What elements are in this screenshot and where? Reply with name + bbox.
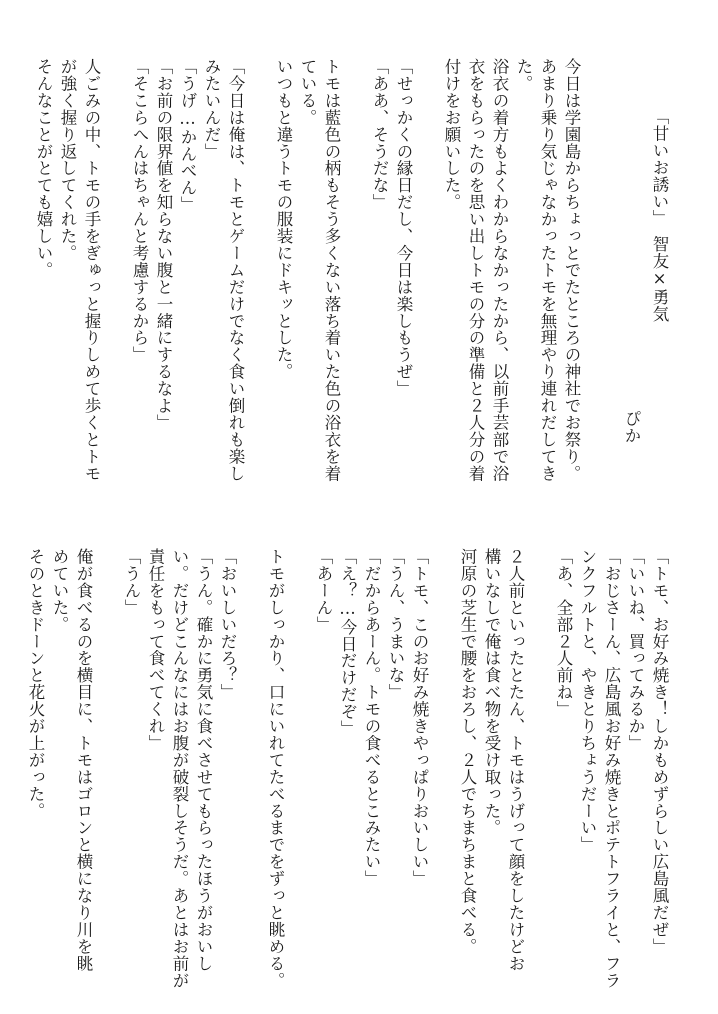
text-line: ２人前といったとたん、トモはうげって顔をしたけどお [506, 548, 525, 972]
text-line: ンクフルトと、やきとりちょうだーい」 [578, 548, 597, 854]
text-line: 河原の芝生で腰をおろし、２人でちまちまと食べる。 [458, 548, 477, 955]
text-line: 俺が食べるのを横目に、トモはゴロンと横になり川を眺 [74, 548, 93, 972]
text-line: 「いいね、買ってみるか」 [626, 548, 645, 752]
text-line: 付けをお願いした。 [442, 58, 461, 211]
text-line: 「そこらへんはちゃんと考慮するから」 [130, 58, 149, 364]
text-line: 責任をもって食べてくれ」 [146, 548, 165, 752]
text-line: 「うん。確かに勇気に食べさせてもらったほうがおいし [194, 548, 213, 972]
lower-text-block [26, 548, 680, 989]
text-line: 「トモ、お好み焼き！しかもめずらしい広島風だぜ」 [650, 548, 669, 955]
text-line: 今日は学園島からちょっとでたところの神社でお祭り。 [562, 58, 581, 482]
text-line: い。だけどこんなにはお腹が破裂しそうだ。あとはお前が [170, 548, 189, 989]
text-line: 浴衣の着方もよくわからなかったから、以前手芸部で浴 [490, 58, 509, 482]
text-line: 「うげ…かんべん」 [178, 58, 197, 214]
text-line: 「あーん」 [314, 548, 333, 633]
text-line: 「だからあーん。トモの食べるとこみたい」 [362, 548, 381, 887]
text-line: が強く握り返してくれた。 [58, 58, 77, 262]
text-line: そのときドーンと花火が上がった。 [26, 548, 45, 820]
text-line: あまり乗り気じゃなかったトモを無理やり連れだしてき [538, 58, 557, 482]
story-author: ぴか [622, 410, 641, 444]
text-line: 「ああ、そうだな」 [370, 58, 389, 211]
title-block [620, 60, 690, 520]
text-line: トモは藍色の柄もそう多くない落ち着いた色の浴衣を着 [322, 58, 341, 482]
text-line: 「トモ、このお好み焼きやっぱりおいしい」 [410, 548, 429, 887]
text-line: 「おじさーん、広島風お好み焼きとポテトフライと、フラ [602, 548, 621, 989]
text-line: トモがしっかり、口にいれてたべるまでをずっと眺める。 [266, 548, 285, 989]
text-line: 「うん」 [122, 548, 141, 616]
text-line: 構いなしで俺は食べ物を受け取った。 [482, 548, 501, 837]
text-line: 「今日は俺は、トモとゲームだけでなく食い倒れも楽し [226, 58, 245, 482]
text-line: めていた。 [50, 548, 69, 633]
text-line: 「おいしいだろ？」 [218, 548, 237, 701]
text-line: いつもと違うトモの服装にドキッとした。 [274, 58, 293, 381]
story-title: 「甘いお誘い」 智友×勇気 [650, 108, 669, 323]
upper-text-block [34, 58, 600, 518]
text-line: 「え？…今日だけだぞ」 [338, 548, 357, 737]
text-line: そんなことがとても嬉しい。 [34, 58, 53, 279]
text-line: 「うん、うまいな」 [386, 548, 405, 701]
text-line: 「お前の限界値を知らない腹と一緒にするなよ」 [154, 58, 173, 431]
text-line: 「あ、全部２人前ね」 [554, 548, 573, 718]
text-line: た。 [514, 58, 533, 92]
text-line: ている。 [298, 58, 317, 126]
text-line: 人ごみの中、トモの手をぎゅっと握りしめて歩くとトモ [82, 58, 101, 482]
text-line: 「せっかくの縁日だし、今日は楽しもうぜ」 [394, 58, 413, 397]
text-line: みたいんだ」 [202, 58, 221, 160]
text-line: 衣をもらったのを思い出しトモの分の準備と２人分の着 [466, 58, 485, 482]
